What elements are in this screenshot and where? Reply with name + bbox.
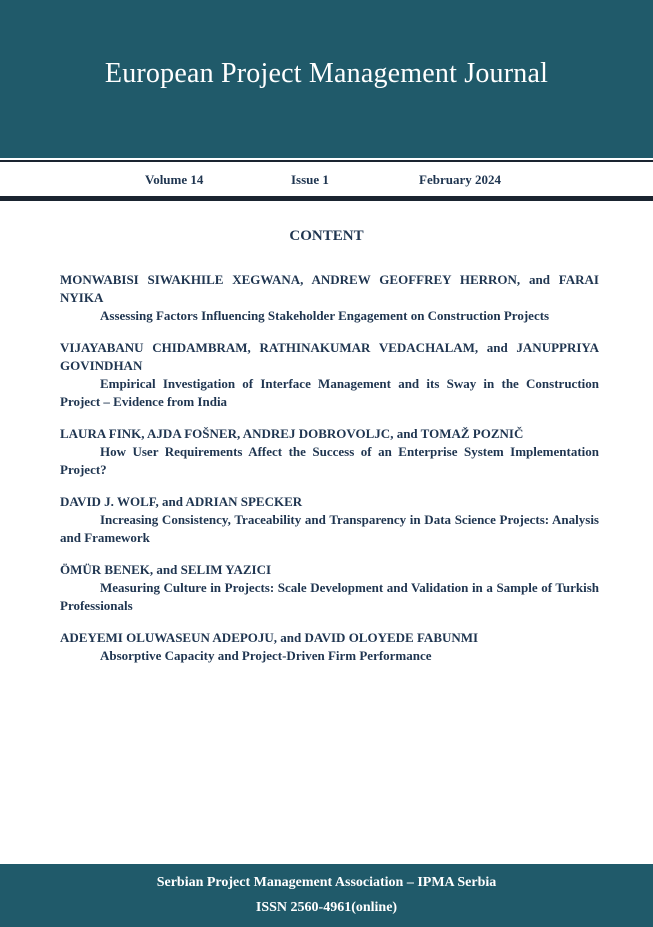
volume-label: Volume 14 [145, 172, 204, 187]
publisher-footer [0, 864, 653, 927]
article-authors: VIJAYABANU CHIDAMBRAM, RATHINAKUMAR VEDACHALAM, and JANUPPRIYA GOVINDHAN [60, 340, 599, 373]
journal-title: European Project Management Journal [104, 58, 549, 89]
issue-info-bar [0, 162, 653, 196]
article-authors: DAVID J. WOLF, and ADRIAN SPECKER [60, 494, 303, 509]
article-authors: MONWABISI SIWAKHILE XEGWANA, ANDREW GEOFFREY HERRON, and FARAI NYIKA [60, 272, 599, 305]
article-list [60, 271, 599, 679]
journal-header [0, 0, 653, 158]
divider-bottom [0, 196, 653, 201]
content-heading: CONTENT [289, 228, 364, 244]
article-title: Increasing Consistency, Traceability and Transparency in Data Science Projects: Analysis and Framework [60, 512, 599, 545]
publisher-name: Serbian Project Management Association – IPMA Serbia [156, 875, 497, 890]
article-authors: ÖMÜR BENEK, and SELIM YAZICI [60, 562, 272, 577]
article-entry [60, 629, 599, 665]
article-entry [60, 425, 599, 479]
article-entry [60, 339, 599, 411]
article-entry [60, 271, 599, 325]
article-title: Empirical Investigation of Interface Management and its Sway in the Construction Project – Evidence from India [60, 376, 599, 409]
article-title: Assessing Factors Influencing Stakeholder Engagement on Construction Projects [100, 308, 550, 323]
issue-label: Issue 1 [291, 172, 329, 187]
article-title: Absorptive Capacity and Project-Driven Firm Performance [100, 648, 432, 663]
article-entry [60, 561, 599, 615]
issn-label: ISSN 2560-4961(online) [255, 900, 398, 915]
article-title: Measuring Culture in Projects: Scale Development and Validation in a Sample of Turkish Professionals [60, 580, 599, 613]
date-label: February 2024 [419, 172, 501, 187]
article-entry [60, 493, 599, 547]
article-authors: LAURA FINK, AJDA FOŠNER, ANDREJ DOBROVOLJC, and TOMAŽ POZNIČ [60, 426, 524, 441]
article-authors: ADEYEMI OLUWASEUN ADEPOJU, and DAVID OLOYEDE FABUNMI [60, 630, 479, 645]
article-title: How User Requirements Affect the Success of an Enterprise System Implementation Project? [60, 444, 599, 477]
